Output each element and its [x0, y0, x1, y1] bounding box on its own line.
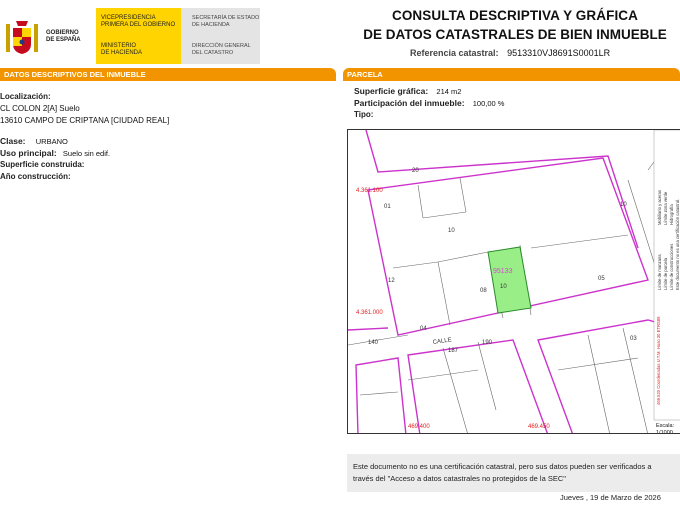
type-label: Tipo: [354, 110, 374, 119]
highlight-num: 10 [500, 284, 507, 290]
gov-name-2: DE ESPAÑA [46, 37, 81, 43]
legend-item-3: Límite de construcciones [669, 243, 674, 290]
lower-block-3 [356, 358, 406, 434]
block-boundary [366, 130, 638, 248]
use-label: Uso principal: [0, 148, 57, 158]
parcel-num-7: 10 [620, 202, 627, 208]
parcel-num-4: 08 [480, 288, 487, 294]
direccion-2: DEL CATASTRO [192, 49, 234, 56]
parcel-num-2: 01 [384, 204, 391, 210]
page-title-line2: DE DATOS CATASTRALES DE BIEN INMUEBLE [363, 27, 667, 42]
street-label: CALLE [432, 337, 453, 346]
parcel-num-6: 04 [420, 326, 427, 332]
ref-label: Referencia catastral: [410, 48, 499, 58]
parcel-num-10: 140 [368, 340, 379, 346]
ministry-1: MINISTERIO [101, 43, 137, 49]
parcel-num-1: 20 [412, 168, 419, 174]
parcel-num-3: 05 [598, 276, 605, 282]
scale-label: Escala: [656, 423, 675, 429]
highlighted-parcel [488, 247, 531, 313]
legend-item-5: Límite zona verde [663, 191, 668, 225]
participation-label: Participación del inmueble: [354, 98, 465, 108]
gov-box [0, 8, 96, 64]
footer-note-box [347, 454, 680, 492]
vp-name-2: PRIMERA DEL GOBIERNO [101, 22, 176, 28]
highlight-ref: 95133 [493, 268, 513, 275]
map-drawing [348, 130, 680, 434]
built-area-label: Superficie construida: [0, 160, 85, 169]
class-row [0, 136, 68, 146]
page-title-line1: CONSULTA DESCRIPTIVA Y GRÁFICA [391, 8, 638, 23]
coat-of-arms-icon [4, 18, 40, 58]
footer-note: Este documento no es una certificación catastral, pero sus datos pueden ser verificados a través del "Acceso a datos catastrales no protegidos de la SEC" [353, 462, 652, 483]
legend-item-2: Límite de parcela [663, 257, 668, 290]
location-label: Localización: [0, 92, 51, 101]
graphic-area-value: 214 m2 [436, 87, 462, 96]
ministry-2: DE HACIENDA [101, 50, 143, 56]
gov-name-1: GOBIERNO [46, 30, 79, 36]
parcel-num-5: 10 [448, 228, 455, 234]
use-row [0, 148, 110, 158]
legend-item-6: Hidrografía [669, 204, 674, 225]
legend-item-1: Límite de manzana [657, 254, 662, 290]
location-line1: CL COLON 2[A] Suelo [0, 104, 80, 113]
cadastral-map[interactable] [347, 129, 680, 434]
parcel-num-9: 187 [448, 348, 459, 354]
document-date: Jueves , 19 de Marzo de 2026 [560, 493, 661, 502]
government-logo-block [0, 8, 260, 64]
parcel-num-8: 190 [482, 340, 493, 346]
section-parcel: PARCELA [343, 68, 680, 81]
legend-caption: Este documento no es una certificación catastral. [675, 198, 680, 290]
parcel-num-11: 12 [388, 278, 395, 284]
participation-row [354, 98, 504, 108]
parcel-num-12: 03 [630, 336, 637, 342]
class-label: Clase: [0, 136, 26, 146]
secretaria-box [181, 8, 260, 64]
graphic-area-label: Superficie gráfica: [354, 86, 429, 96]
class-value: URBANO [35, 137, 68, 146]
secretaria-1: SECRETARÍA DE ESTADO [192, 15, 260, 21]
coord-label-4: 469.450 [528, 424, 550, 430]
use-value: Suelo sin edif. [62, 149, 111, 158]
coord-note: 469.520 Coordenadas U.T.M. Huso 30 ETRS89 [656, 316, 661, 405]
lower-block-1 [408, 340, 548, 434]
coord-label-1: 4.361.100 [356, 188, 383, 194]
year-label: Año construcción: [0, 172, 71, 181]
coord-label-3: 469.400 [408, 424, 430, 430]
vp-name-1: VICEPRESIDENCIA [101, 15, 156, 21]
legend-item-4: Mobiliario y aceras [657, 190, 662, 225]
direccion-1: DIRECCIÓN GENERAL [192, 43, 251, 49]
location-line2: 13610 CAMPO DE CRIPTANA [CIUDAD REAL] [0, 116, 170, 125]
section-descriptive-data: DATOS DESCRIPTIVOS DEL INMUEBLE [0, 68, 336, 81]
cadastral-reference-row [410, 48, 610, 58]
ref-value: 9513310VJ8691S0001LR [507, 48, 611, 58]
scale-value: 1/1000 [656, 430, 673, 434]
graphic-area-row [354, 86, 461, 96]
secretaria-2: DE HACIENDA [192, 21, 230, 28]
coord-label-2: 4.361.000 [356, 310, 383, 316]
participation-value: 100,00 % [472, 99, 505, 108]
